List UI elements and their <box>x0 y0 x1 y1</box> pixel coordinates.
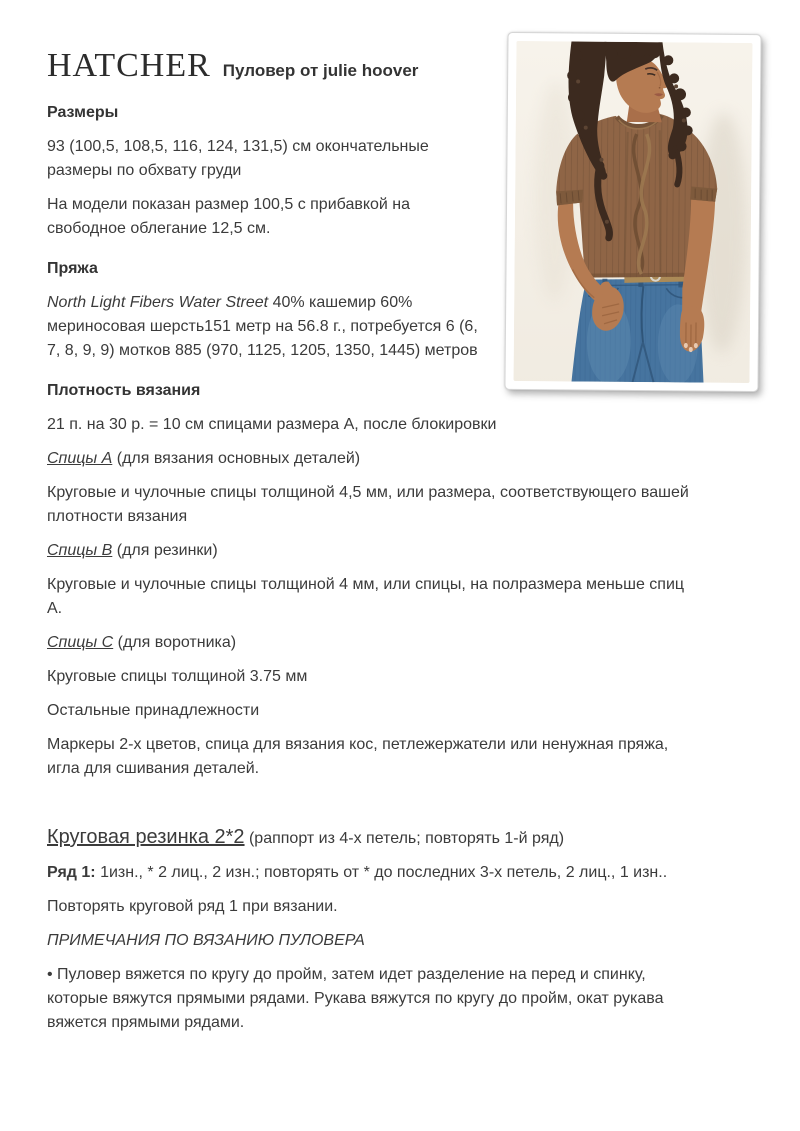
needles-c-note: (для воротника) <box>113 634 237 651</box>
other-tools-paragraph: Маркеры 2-х цветов, спица для вязания кос, петлежержатели или ненужная пряжа, игла для сшивания деталей. <box>47 736 669 777</box>
rib-row1-label: Ряд 1: <box>47 864 96 881</box>
rib-repeat-paragraph: Повторять круговой ряд 1 при вязании. <box>47 898 338 915</box>
gauge-paragraph: 21 п. на 30 р. = 10 см спицами размера А, после блокировки <box>47 416 497 433</box>
needles-c-label: Спицы С <box>47 634 114 651</box>
sizes-paragraph-1: 93 (100,5, 108,5, 116, 124, 131,5) см окончательные размеры по обхвату груди <box>47 138 429 179</box>
needles-b-note: (для резинки) <box>112 542 218 559</box>
yarn-details: 40% кашемир 60% мериносовая шерсть151 метр на 56.8 г., потребуется 6 (6, 7, 8, 9, 9) мотков 885 (970, 1125, 1205, 1350, 1445) метров <box>47 294 478 359</box>
needles-a-paragraph: Круговые и чулочные спицы толщиной 4,5 мм, или размера, соответствующего вашей плотности вязания <box>47 484 689 525</box>
page-subtitle: Пуловер от julie hoover <box>222 61 419 80</box>
model-photo-illustration <box>514 41 753 383</box>
rib-heading <box>47 825 702 851</box>
needles-b-label: Спицы В <box>47 542 113 559</box>
sizes-paragraph-2: На модели показан размер 100,5 с прибавкой на свободное облегание 12,5 см. <box>47 196 411 237</box>
model-photo <box>504 32 761 392</box>
heading-gauge: Плотность вязания <box>47 382 201 399</box>
needles-a-heading <box>47 447 702 471</box>
rib-row1-text: 1изн., * 2 лиц., 2 изн.; повторять от * до последних 3-х петель, 2 лиц., 1 изн.. <box>95 864 668 881</box>
notes-heading: ПРИМЕЧАНИЯ ПО ВЯЗАНИЮ ПУЛОВЕРА <box>47 932 365 949</box>
needles-c-heading <box>47 631 702 655</box>
rib-row1-paragraph <box>47 861 702 885</box>
yarn-brand: North Light Fibers Water Street <box>47 294 269 311</box>
rib-title: Круговая резинка 2*2 <box>47 826 245 848</box>
page-title: HATCHER <box>47 47 211 84</box>
rib-note: (раппорт из 4-х петель; повторять 1-й ряд) <box>244 830 565 847</box>
needles-a-note: (для вязания основных деталей) <box>112 450 361 467</box>
heading-sizes: Размеры <box>47 104 119 121</box>
needles-b-paragraph: Круговые и чулочные спицы толщиной 4 мм, или спицы, на полразмера меньше спиц А. <box>47 576 685 617</box>
other-tools-heading: Остальные принадлежности <box>47 702 260 719</box>
heading-yarn: Пряжа <box>47 260 98 277</box>
needles-b-heading <box>47 539 702 563</box>
needles-a-label: Спицы А <box>47 450 113 467</box>
notes-bullet-paragraph: • Пуловер вяжется по кругу до пройм, затем идет разделение на перед и спинку, которые вяжутся прямыми рядами. Рукава вяжутся по кругу до пройм, окат рукава вяжется прямыми рядами. <box>47 966 664 1031</box>
needles-c-paragraph: Круговые спицы толщиной 3.75 мм <box>47 668 308 685</box>
